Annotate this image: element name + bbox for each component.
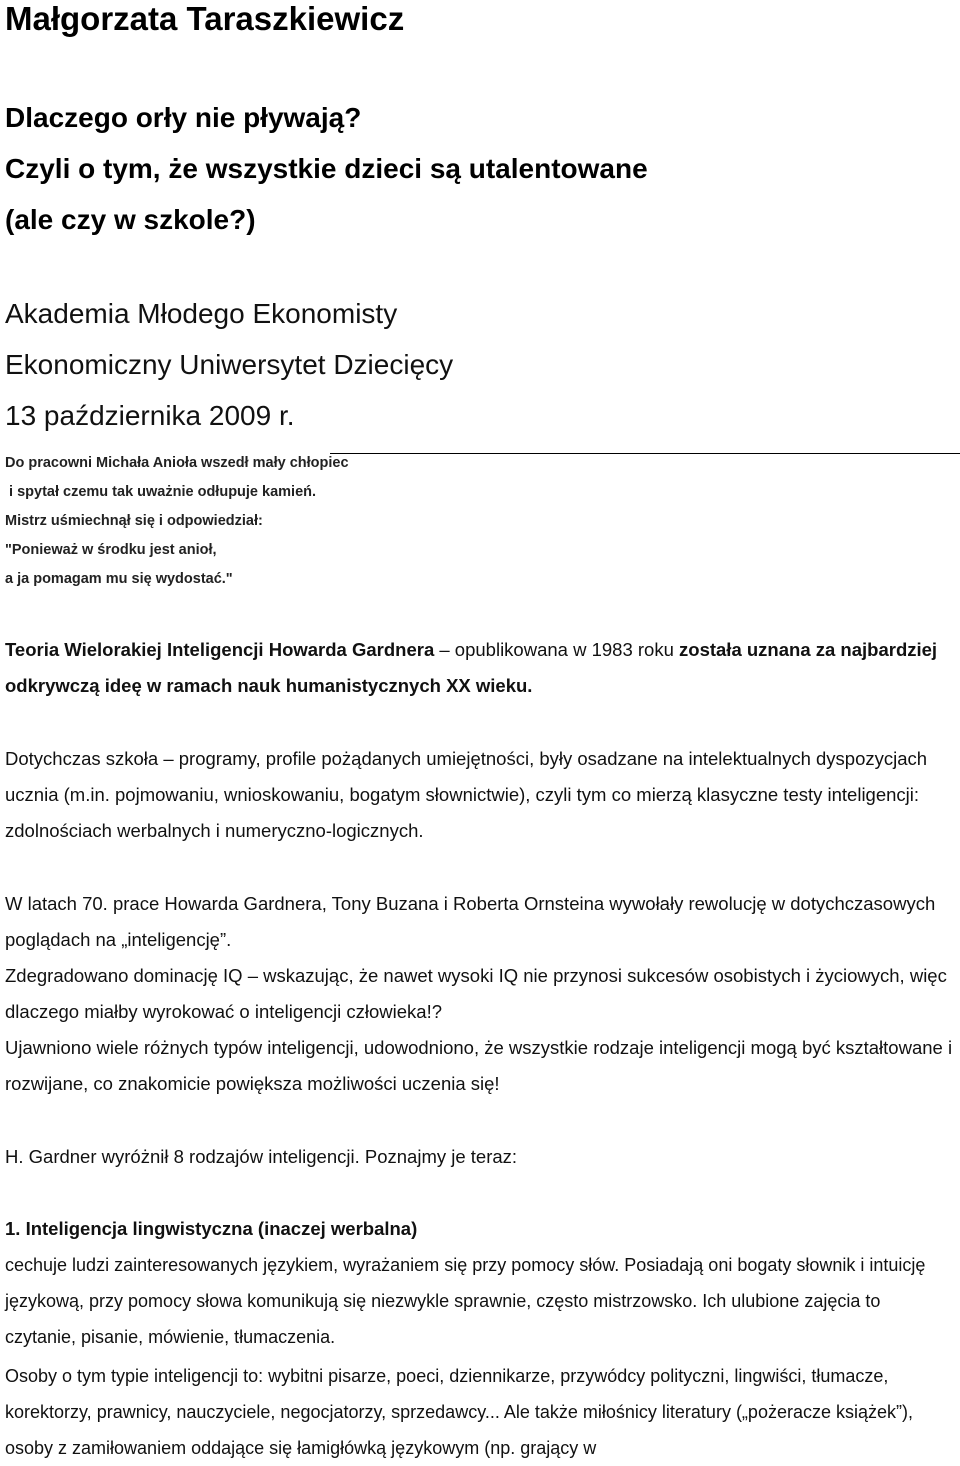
event-line-2: Ekonomiczny Uniwersytet Dziecięcy xyxy=(5,349,454,380)
eight-types-paragraph: H. Gardner wyróżnił 8 rodzajów inteligencji. Poznajmy je teraz: xyxy=(5,1146,518,1167)
section-1-heading: 1. Inteligencja lingwistyczna (inaczej werbalna) xyxy=(5,1218,418,1239)
quote-line-4: "Ponieważ w środku jest anioł, xyxy=(5,542,217,558)
quote-line-2: i spytał czemu tak uważnie odłupuje kamień. xyxy=(5,484,317,500)
title-line-1: Dlaczego orły nie pływają? xyxy=(5,102,362,133)
quote-line-5: a ja pomagam mu się wydostać." xyxy=(5,571,233,587)
event-line-1: Akademia Młodego Ekonomisty xyxy=(5,298,398,329)
gardner-theory-paragraph xyxy=(5,632,955,704)
school-paragraph: Dotychczas szkoła – programy, profile pożądanych umiejętności, były osadzane na intelektualnych dyspozycjach ucznia (m.in. pojmowaniu, wnioskowaniu, bogatym słownictwie), czyli tym co mierzą klasyczne testy inteligencji: zdolnościach werbalnych i numeryczno-logicznych. xyxy=(5,748,928,841)
gardner-theory-bold-1: Teoria Wielorakiej Inteligencji Howarda Gardnera xyxy=(5,639,435,660)
types-paragraph: Ujawniono wiele różnych typów inteligencji, udowodniono, że wszystkie rodzaje inteligencji mogą być kształtowane i rozwijane, co znakomicie powiększa możliwości uczenia się! xyxy=(5,1037,953,1094)
seventies-paragraph: W latach 70. prace Howarda Gardnera, Tony Buzana i Roberta Ornsteina wywołały rewolucję w dotychczasowych poglądach na „inteligencję”. xyxy=(5,893,936,950)
quote-line-3: Mistrz uśmiechnął się i odpowiedział: xyxy=(5,513,263,529)
section-1-people: Osoby o tym typie inteligencji to: wybitni pisarze, poeci, dziennikarze, przywódcy polityczni, lingwiści, tłumacze, korektorzy, prawnicy, nauczyciele, negocjatorzy, sprzedawcy... Ale także miłośnicy literatury („pożeracze książek”), osoby z zamiłowaniem oddające się łamigłówką językowym (np. grający w xyxy=(5,1366,913,1458)
author-name: Małgorzata Taraszkiewicz xyxy=(5,0,405,37)
title-line-3: (ale czy w szkole?) xyxy=(5,204,256,235)
quote-line-1: Do pracowni Michała Anioła wszedł mały chłopiec xyxy=(5,455,349,471)
gardner-theory-text: – opublikowana w 1983 roku xyxy=(434,639,680,660)
title-line-2: Czyli o tym, że wszystkie dzieci są utalentowane xyxy=(5,153,648,184)
section-1-description: cechuje ludzi zainteresowanych językiem, wyrażaniem się przy pomocy słów. Posiadają oni bogaty słownik i intuicję językową, przy pomocy słowa komunikują się niezwykle sprawnie, często mistrzowsko. Ich ulubione zajęcia to czytanie, pisanie, mówienie, tłumaczenia. xyxy=(5,1255,926,1347)
event-date: 13 października 2009 r. xyxy=(5,400,295,431)
iq-paragraph: Zdegradowano dominację IQ – wskazując, że nawet wysoki IQ nie przynosi sukcesów osobistych i życiowych, więc dlaczego miałby wyrokować o inteligencji człowieka!? xyxy=(5,965,947,1022)
horizontal-rule xyxy=(330,453,960,454)
gardner-theory-bold-2: została uznana za najbardziej odkrywczą ideę w ramach nauk humanistycznych XX wieku. xyxy=(5,639,938,696)
